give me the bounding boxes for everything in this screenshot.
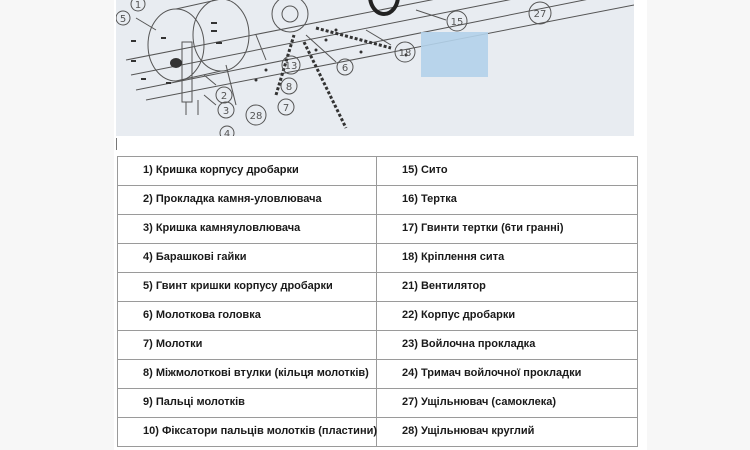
table-row bbox=[118, 389, 638, 418]
table-cell: 22) Корпус дробарки bbox=[377, 302, 638, 331]
table-cell: 7) Молотки bbox=[118, 331, 377, 360]
table-row bbox=[118, 418, 638, 447]
table-cell: 9) Пальці молотків bbox=[118, 389, 377, 418]
svg-text:28: 28 bbox=[249, 111, 263, 122]
table-cell: 16) Тертка bbox=[377, 186, 638, 215]
table-cell: 3) Кришка камняуловлювача bbox=[118, 215, 377, 244]
svg-text:3: 3 bbox=[222, 106, 230, 117]
svg-text:13: 13 bbox=[284, 61, 298, 72]
table-row bbox=[118, 244, 638, 273]
table-cell: 4) Барашкові гайки bbox=[118, 244, 377, 273]
table-cell: 27) Ущільнювач (самоклека) bbox=[377, 389, 638, 418]
selection-highlight bbox=[421, 32, 488, 77]
table-cell: 5) Гвинт кришки корпусу дробарки bbox=[118, 273, 377, 302]
text-cursor bbox=[116, 138, 117, 150]
svg-text:15: 15 bbox=[450, 17, 464, 28]
svg-text:5: 5 bbox=[119, 14, 127, 25]
table-cell: 28) Ущільнювач круглий bbox=[377, 418, 638, 447]
svg-text:2: 2 bbox=[220, 91, 228, 102]
svg-text:1: 1 bbox=[134, 0, 142, 11]
exploded-parts-diagram bbox=[116, 0, 634, 136]
table-row bbox=[118, 302, 638, 331]
table-cell: 1) Кришка корпусу дробарки bbox=[118, 157, 377, 186]
table-cell: 10) Фіксатори пальців молотків (пластини) bbox=[118, 418, 377, 447]
table-cell: 24) Тримач войлочної прокладки bbox=[377, 360, 638, 389]
svg-text:4: 4 bbox=[223, 129, 231, 136]
table-row bbox=[118, 331, 638, 360]
table-cell: 8) Міжмолоткові втулки (кільця молотків) bbox=[118, 360, 377, 389]
parts-table bbox=[117, 156, 638, 447]
table-cell: 6) Молоткова головка bbox=[118, 302, 377, 331]
svg-text:18: 18 bbox=[398, 48, 412, 59]
svg-text:8: 8 bbox=[285, 82, 293, 93]
table-cell: 18) Кріплення сита bbox=[377, 244, 638, 273]
table-cell: 23) Войлочна прокладка bbox=[377, 331, 638, 360]
table-cell: 21) Вентилятор bbox=[377, 273, 638, 302]
svg-text:7: 7 bbox=[282, 103, 290, 114]
table-row bbox=[118, 186, 638, 215]
diagram-drawing bbox=[116, 0, 634, 136]
table-row bbox=[118, 215, 638, 244]
svg-text:27: 27 bbox=[533, 9, 547, 20]
table-row bbox=[118, 157, 638, 186]
table-cell: 15) Сито bbox=[377, 157, 638, 186]
table-row bbox=[118, 360, 638, 389]
table-row bbox=[118, 273, 638, 302]
svg-text:6: 6 bbox=[341, 63, 349, 74]
table-cell: 17) Гвинти тертки (6ти гранні) bbox=[377, 215, 638, 244]
table-cell: 2) Прокладка камня-уловлювача bbox=[118, 186, 377, 215]
